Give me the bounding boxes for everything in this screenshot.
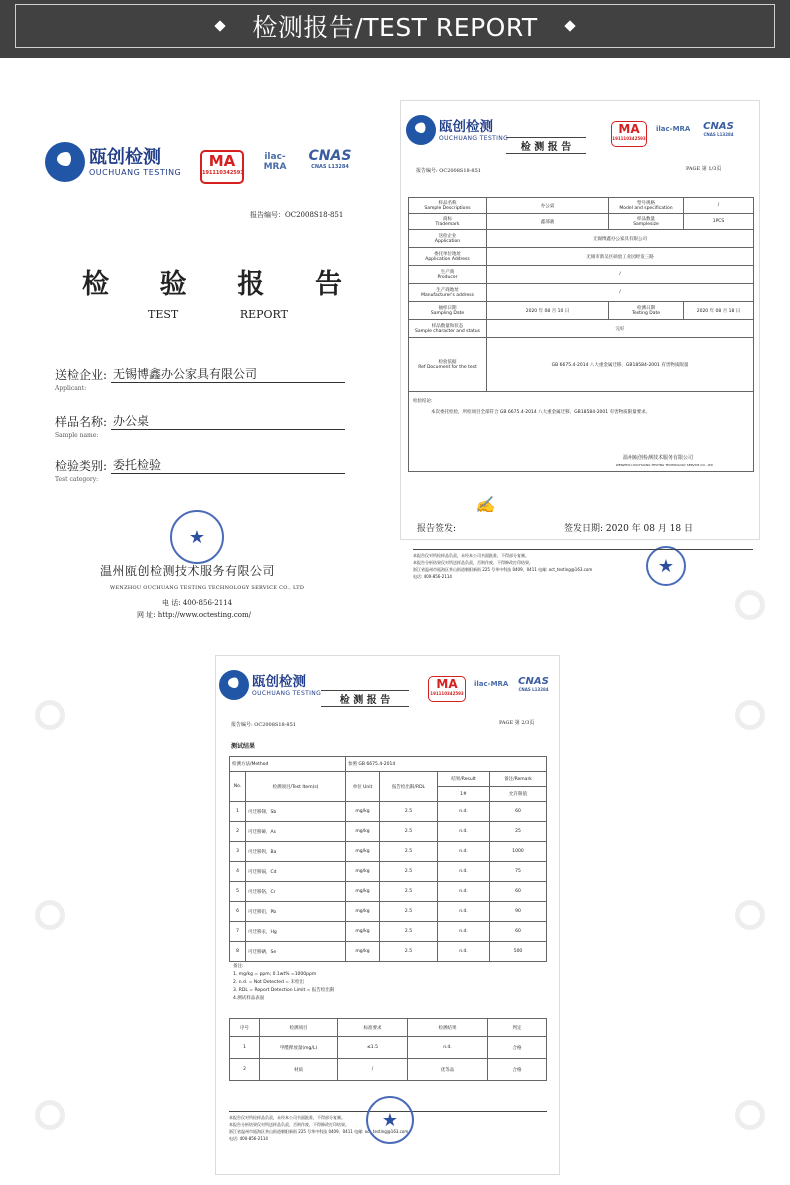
cell: 送检企业 bbox=[438, 234, 457, 239]
cell: 样品数量和状态 bbox=[431, 324, 464, 329]
conclusion-text: 本次委托检验，所检项目全部符合 GB 6675.4-2014 八大重金属迁移、GB18584-2001 有害物质限量要求。 bbox=[431, 410, 651, 415]
cell: 检测项目/Test Item(s) bbox=[246, 772, 346, 802]
cover-field bbox=[55, 412, 345, 439]
cell: 2.5 bbox=[380, 842, 438, 862]
org-name: 温州瓯创检测技术服务有限公司 bbox=[622, 455, 693, 461]
cell: mg/kg bbox=[346, 902, 380, 922]
watermark-icon bbox=[35, 700, 65, 730]
cell: 生产商 bbox=[440, 270, 455, 275]
note-line: 1. mg/kg = ppm; 0.1wt% =1000ppm bbox=[233, 972, 317, 977]
table-row bbox=[409, 198, 754, 214]
cma-badge bbox=[200, 150, 244, 184]
cell: 鑫部骏 bbox=[487, 214, 609, 230]
report-no: 报告编号: OC2008S18-851 bbox=[416, 168, 481, 174]
cma-number: 191110342593 bbox=[202, 170, 244, 176]
table-row bbox=[230, 1019, 547, 1037]
table-row bbox=[230, 942, 547, 962]
cell: 可迁移锑，Sb bbox=[246, 802, 346, 822]
watermark-icon bbox=[735, 1100, 765, 1130]
cma-number: 191110342593 bbox=[612, 136, 646, 141]
cover-title bbox=[82, 262, 342, 301]
logo-cn: 瓯创检测 bbox=[89, 146, 161, 168]
diamond-icon bbox=[215, 20, 226, 31]
field-value: 委托检验 bbox=[111, 456, 345, 474]
cell: 2.5 bbox=[380, 902, 438, 922]
footer-line: 本报告仅对所检样品负责，未经本公司书面批准，不得部分复制。 bbox=[413, 553, 529, 558]
field-label: 检验类别: bbox=[55, 459, 108, 473]
table-row bbox=[230, 862, 547, 882]
cover-company: 温州瓯创检测技术服务有限公司 bbox=[100, 564, 276, 578]
cell: 可迁移硒，Se bbox=[246, 942, 346, 962]
cell: 1 bbox=[230, 1037, 260, 1059]
footer-line: 本报告分析结果仅对所送样品负责，否则作废，不得修改打印结果。 bbox=[229, 1122, 349, 1127]
cell: 可迁移铅，Pb bbox=[246, 902, 346, 922]
cnas-badge bbox=[511, 676, 556, 692]
cell: 8 bbox=[230, 942, 246, 962]
watermark-icon bbox=[735, 900, 765, 930]
table-row bbox=[230, 842, 547, 862]
cell: n.d. bbox=[438, 922, 490, 942]
cell: / bbox=[338, 1059, 408, 1081]
cell: 可迁移镉，Cd bbox=[246, 862, 346, 882]
cell: 2.5 bbox=[380, 802, 438, 822]
table-row bbox=[230, 822, 547, 842]
cell: 无锡博鑫办公家具有限公司 bbox=[487, 230, 754, 248]
cell: 标准要求 bbox=[338, 1019, 408, 1037]
cell: 样品名称 bbox=[438, 201, 457, 206]
cell: 可迁移砷，As bbox=[246, 822, 346, 842]
table-row bbox=[230, 1037, 547, 1059]
star-icon: ★ bbox=[188, 526, 206, 548]
field-value: 无锡博鑫办公家具有限公司 bbox=[111, 365, 345, 383]
cell: mg/kg bbox=[346, 882, 380, 902]
cnas-number: CNAS L13284 bbox=[518, 687, 549, 692]
cell: 报告检出限/RDL bbox=[380, 772, 438, 802]
cell: 判定 bbox=[488, 1019, 547, 1037]
cell: 2.5 bbox=[380, 942, 438, 962]
header-title: 检测报告/TEST REPORT bbox=[252, 13, 538, 42]
formaldehyde-table bbox=[229, 1018, 547, 1081]
title-en-word: REPORT bbox=[239, 308, 288, 321]
p2-footer bbox=[413, 549, 753, 580]
cell: ≤1.5 bbox=[338, 1037, 408, 1059]
table-row bbox=[409, 266, 754, 284]
cell: GB 6675.4-2014 八大重金属迁移、GB18584-2001 有害物质限量 bbox=[487, 338, 754, 392]
cell: n.d. bbox=[438, 862, 490, 882]
cover-page bbox=[30, 90, 385, 645]
company-logo bbox=[45, 142, 181, 182]
company-logo bbox=[406, 115, 508, 145]
diamond-icon bbox=[564, 20, 575, 31]
title-en-word: TEST bbox=[148, 308, 179, 321]
note-line: 3. RDL = Report Detection Limit = 报告检出限 bbox=[233, 988, 335, 993]
watermark-icon bbox=[735, 590, 765, 620]
section-title: 测试结果 bbox=[231, 743, 256, 750]
notes bbox=[233, 963, 334, 1003]
cell: 样品数量 bbox=[637, 217, 655, 222]
page-number: PAGE 第 1/3页 bbox=[686, 166, 722, 172]
cell: n.d. bbox=[438, 802, 490, 822]
table-row bbox=[409, 214, 754, 230]
cnas-number: CNAS L13284 bbox=[703, 132, 734, 137]
cell: Producer bbox=[437, 275, 458, 280]
cell: 7 bbox=[230, 922, 246, 942]
cell: Ref Document for the test bbox=[418, 365, 477, 370]
cell: 办公桌 bbox=[487, 198, 609, 214]
cell: mg/kg bbox=[346, 842, 380, 862]
cma-badge bbox=[611, 121, 647, 147]
logo-cn: 瓯创检测 bbox=[252, 673, 306, 690]
report-no: 报告编号: OC2008S18-851 bbox=[231, 722, 296, 728]
cover-web: 网 址: http://www.octesting.com/ bbox=[137, 611, 251, 619]
ilac-badge: ilac-MRA bbox=[474, 680, 509, 688]
cell: mg/kg bbox=[346, 922, 380, 942]
cell: 单位 Unit bbox=[346, 772, 380, 802]
watermark-icon bbox=[35, 1100, 65, 1130]
cell: Model and specification bbox=[619, 206, 673, 211]
footer-line: 电话: 400-856-2114 bbox=[229, 1136, 268, 1141]
signature-icon: ✍ bbox=[475, 495, 495, 514]
logo-icon bbox=[406, 115, 436, 145]
cell: 60 bbox=[490, 882, 547, 902]
table-row bbox=[409, 248, 754, 266]
title-char: 检 bbox=[82, 269, 109, 300]
cell: 完好 bbox=[487, 320, 754, 338]
cell: 检测日期 bbox=[637, 306, 655, 311]
cell: / bbox=[487, 266, 754, 284]
table-row bbox=[230, 1059, 547, 1081]
cell: 优等品 bbox=[408, 1059, 488, 1081]
cell: 生产商地址 bbox=[436, 288, 459, 293]
cell: 5 bbox=[230, 882, 246, 902]
sign-label: 报告签发: bbox=[417, 524, 457, 534]
cell: n.d. bbox=[438, 822, 490, 842]
field-label-en: Applicant: bbox=[55, 385, 87, 392]
cell: 无锡市新吴区硕放工业园经发三路 bbox=[487, 248, 754, 266]
cell: 检验依据 bbox=[438, 360, 457, 365]
cell: 检测结果 bbox=[408, 1019, 488, 1037]
cell: n.d. bbox=[438, 842, 490, 862]
cell: n.d. bbox=[438, 882, 490, 902]
logo-en: OUCHUANG TESTING bbox=[439, 134, 509, 141]
cell: Application bbox=[434, 239, 461, 244]
cell: 序号 bbox=[230, 1019, 260, 1037]
sample-info-table bbox=[408, 197, 754, 472]
footer-line: 浙江省温州市瓯海区茶山街道朝阳新街 225 号华中科技 0409、0411 电邮: oct_testing@163.com bbox=[229, 1129, 409, 1134]
cnas-mark: CNAS bbox=[518, 676, 549, 687]
table-row bbox=[230, 922, 547, 942]
cover-title-en bbox=[148, 308, 288, 321]
table-row bbox=[409, 284, 754, 302]
cell: 75 bbox=[490, 862, 547, 882]
cell: 500 bbox=[490, 942, 547, 962]
cell: mg/kg bbox=[346, 802, 380, 822]
cma-mark: MA bbox=[436, 677, 458, 691]
cell: 60 bbox=[490, 802, 547, 822]
cell: 允许限值 bbox=[490, 787, 547, 802]
cell: 2.5 bbox=[380, 862, 438, 882]
org-name-en: WENZHOU OUCHUANG TESTING TECHNOLOGY SERVICE CO., LTD bbox=[615, 463, 713, 467]
star-icon: ★ bbox=[657, 555, 675, 577]
cnas-mark: CNAS bbox=[703, 121, 734, 132]
cell: Manufacturer's address bbox=[421, 293, 474, 298]
cell: 检测项目 bbox=[260, 1019, 338, 1037]
cell: 可迁移铬，Cr bbox=[246, 882, 346, 902]
cell: 1000 bbox=[490, 842, 547, 862]
title-char: 报 bbox=[237, 269, 265, 300]
cell: 3 bbox=[230, 842, 246, 862]
conclusion-label: 检验结论: bbox=[413, 399, 433, 404]
cell: mg/kg bbox=[346, 942, 380, 962]
cma-badge bbox=[428, 676, 466, 702]
note-line: 4.测试样品表面 bbox=[233, 996, 265, 1001]
cell: Trademark bbox=[435, 222, 460, 227]
cell: 抽样日期 bbox=[438, 306, 457, 311]
cell: 2 bbox=[230, 1059, 260, 1081]
table-row bbox=[409, 230, 754, 248]
cell: 1# bbox=[438, 787, 490, 802]
cell: n.d. bbox=[408, 1037, 488, 1059]
footer-line: 浙江省温州市瓯海区茶山街道朝阳新街 225 号华中科技 0409、0411 电邮: oct_testing@163.com bbox=[413, 567, 593, 572]
cell: n.d. bbox=[438, 902, 490, 922]
report-page-2 bbox=[215, 655, 560, 1175]
footer-line: 本报告仅对所检样品负责，未经本公司书面批准，不得部分复制。 bbox=[229, 1115, 345, 1120]
sign-date: 签发日期: 2020 年 08 月 18 日 bbox=[564, 524, 694, 534]
cell: 1PCS bbox=[684, 214, 754, 230]
table-row bbox=[409, 338, 754, 392]
cell: 2 bbox=[230, 822, 246, 842]
footer-line: 电话: 400-856-2114 bbox=[413, 574, 452, 579]
table-row bbox=[409, 302, 754, 320]
cell: 2.5 bbox=[380, 922, 438, 942]
official-seal bbox=[170, 510, 224, 564]
cell: 合格 bbox=[488, 1037, 547, 1059]
cell: Application Address bbox=[425, 257, 470, 262]
cell: No. bbox=[230, 772, 246, 802]
page-number: PAGE 第 2/3页 bbox=[499, 720, 535, 726]
cnas-badge bbox=[696, 121, 741, 137]
logo-icon bbox=[45, 142, 85, 182]
cell: Sampling Date bbox=[430, 311, 465, 316]
header-bar bbox=[0, 0, 790, 58]
cma-number: 191110342593 bbox=[430, 691, 464, 696]
cell: 委托单位地址 bbox=[434, 252, 461, 257]
cell: 4 bbox=[230, 862, 246, 882]
cell: 结果/Result bbox=[438, 772, 490, 787]
cell: 2.5 bbox=[380, 822, 438, 842]
footer-line: 本报告分析结果仅对所送样品负责，否则作废，不得修改打印结果。 bbox=[413, 560, 533, 565]
official-seal bbox=[366, 1096, 414, 1144]
field-label: 送检企业: bbox=[55, 368, 108, 382]
cell: Sample character and status bbox=[414, 329, 480, 334]
cnas-badge bbox=[300, 148, 360, 170]
logo-en: OUCHUANG TESTING bbox=[89, 167, 182, 177]
table-row bbox=[230, 882, 547, 902]
results-table bbox=[229, 756, 547, 962]
table-row bbox=[409, 320, 754, 338]
table-row bbox=[409, 392, 754, 472]
cma-mark: MA bbox=[208, 152, 236, 170]
note-line: 备注: bbox=[233, 964, 244, 969]
report-heading: 检 测 报 告 bbox=[506, 137, 586, 154]
cell: 合格 bbox=[488, 1059, 547, 1081]
company-logo bbox=[219, 670, 321, 700]
cell: 90 bbox=[490, 902, 547, 922]
table-row bbox=[230, 902, 547, 922]
cell: Sample Descriptions bbox=[424, 206, 471, 211]
watermark-icon bbox=[35, 900, 65, 930]
cell: 25 bbox=[490, 822, 547, 842]
ilac-badge: ilac-MRA bbox=[656, 125, 691, 133]
table-row bbox=[230, 757, 547, 772]
report-heading: 检 测 报 告 bbox=[321, 690, 409, 707]
cell: 可迁移钡，Ba bbox=[246, 842, 346, 862]
cover-field bbox=[55, 456, 345, 483]
cell: 2020 年 08 月 10 日 bbox=[487, 302, 609, 320]
cell: mg/kg bbox=[346, 862, 380, 882]
logo-cn: 瓯创检测 bbox=[439, 118, 493, 135]
cell: 6 bbox=[230, 902, 246, 922]
table-row bbox=[230, 772, 547, 787]
note-line: 2. n.d. = Not Detected = 未检出 bbox=[233, 980, 304, 985]
cell: / bbox=[487, 284, 754, 302]
table-row bbox=[230, 802, 547, 822]
cell: 可迁移汞，Hg bbox=[246, 922, 346, 942]
cover-company-en: WENZHOU OUCHUANG TESTING TECHNOLOGY SERVICE CO., LTD bbox=[110, 585, 305, 591]
ilac-badge: ilac-MRA bbox=[263, 152, 287, 172]
cell: 材质 bbox=[260, 1059, 338, 1081]
cover-field bbox=[55, 365, 345, 392]
field-label-en: Test category: bbox=[55, 476, 99, 483]
cell: Samplesize bbox=[633, 222, 659, 227]
cell: 2.5 bbox=[380, 882, 438, 902]
cnas-number: CNAS L13284 bbox=[311, 164, 349, 170]
cell: 备注/Remark bbox=[490, 772, 547, 787]
field-label: 样品名称: bbox=[55, 415, 108, 429]
cover-report-no: 报告编号：OC2008S18-851 bbox=[250, 211, 344, 219]
cell: 1 bbox=[230, 802, 246, 822]
cell: 2020 年 08 月 18 日 bbox=[684, 302, 754, 320]
field-label-en: Sample name: bbox=[55, 432, 99, 439]
title-char: 告 bbox=[314, 269, 342, 300]
header-frame bbox=[15, 4, 775, 48]
cell: 型号规格 bbox=[637, 201, 655, 206]
cma-mark: MA bbox=[618, 122, 640, 136]
cell: Testing Date bbox=[631, 311, 660, 316]
cell: mg/kg bbox=[346, 822, 380, 842]
cell: 甲醛释放量(mg/L) bbox=[260, 1037, 338, 1059]
cell: 检测方法/Method bbox=[230, 757, 346, 772]
cover-phone: 电 话: 400-856-2114 bbox=[162, 599, 233, 607]
field-value: 办公桌 bbox=[111, 412, 345, 430]
watermark-icon bbox=[735, 700, 765, 730]
logo-icon bbox=[219, 670, 249, 700]
cell: 参照 GB 6675.4-2014 bbox=[346, 757, 547, 772]
cnas-mark: CNAS bbox=[308, 148, 352, 164]
title-char: 验 bbox=[159, 269, 187, 300]
cell: / bbox=[684, 198, 754, 214]
cell: n.d. bbox=[438, 942, 490, 962]
logo-en: OUCHUANG TESTING bbox=[252, 689, 322, 696]
cell: 商标 bbox=[443, 217, 452, 222]
cell: 60 bbox=[490, 922, 547, 942]
star-icon: ★ bbox=[381, 1109, 399, 1131]
